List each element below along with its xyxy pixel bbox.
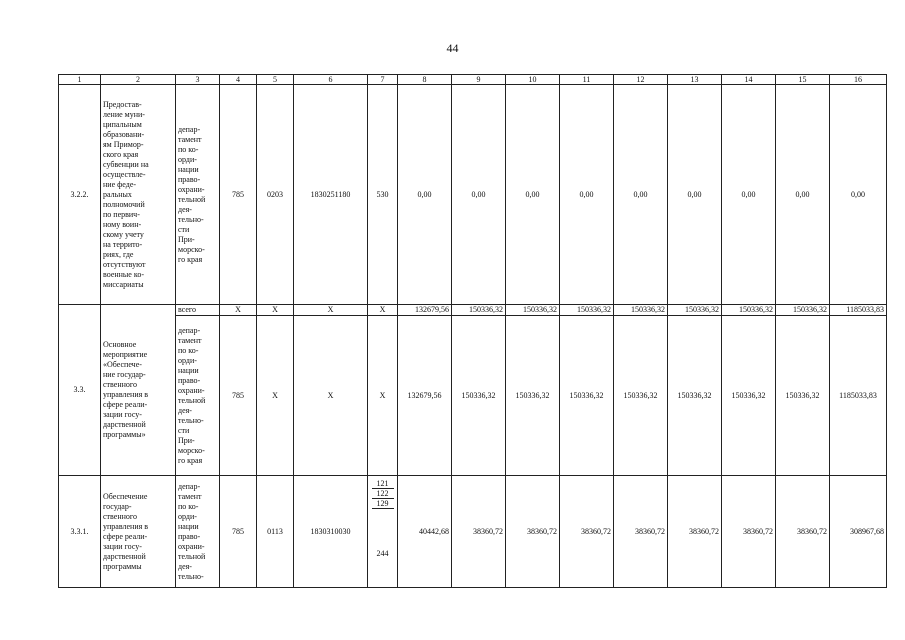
cell-value: 150336,32 xyxy=(722,316,776,476)
cell-value: 0,00 xyxy=(668,85,722,305)
cell-value: 0,00 xyxy=(830,85,887,305)
cell-value: 150336,32 xyxy=(668,305,722,316)
cell-col4: 785 xyxy=(220,85,257,305)
page-number: 44 xyxy=(446,41,459,55)
col-header-6: 6 xyxy=(294,75,368,85)
cell-col4: 785 xyxy=(220,476,257,588)
row-name: Предостав- ление муни- ципальным образовани- ям Примор- ского края субвенции на осуществле- ние феде- ральных полномочий по первич- ному воин- скому учету на террито- риях, где отсутствуют военные ко- миссариаты xyxy=(101,85,176,305)
col-header-15: 15 xyxy=(776,75,830,85)
col-header-7: 7 xyxy=(368,75,398,85)
cell-value: 38360,72 xyxy=(452,476,506,588)
column-number-row xyxy=(59,75,887,85)
cell-col7: X xyxy=(368,305,398,316)
row-number: 3.3.1. xyxy=(59,476,101,588)
cell-col7 xyxy=(368,476,398,588)
cell-col4: 785 xyxy=(220,316,257,476)
col-header-8: 8 xyxy=(398,75,452,85)
col-header-3: 3 xyxy=(176,75,220,85)
row-executor: депар- тамент по ко- орди- нации право- охрани- тельной дея- тельно- сти При- морско- го края xyxy=(176,316,220,476)
col-header-10: 10 xyxy=(506,75,560,85)
cell-value: 38360,72 xyxy=(722,476,776,588)
cell-col7: X xyxy=(368,316,398,476)
cell-value: 150336,32 xyxy=(506,305,560,316)
col-header-16: 16 xyxy=(830,75,887,85)
cell-col5: X xyxy=(257,305,294,316)
col-header-5: 5 xyxy=(257,75,294,85)
col-header-4: 4 xyxy=(220,75,257,85)
cell-value: 0,00 xyxy=(452,85,506,305)
expense-type-list xyxy=(370,477,395,587)
expense-type-code: 122 xyxy=(372,489,394,499)
cell-col6: X xyxy=(294,316,368,476)
col-header-14: 14 xyxy=(722,75,776,85)
cell-col4: X xyxy=(220,305,257,316)
cell-value: 150336,32 xyxy=(722,305,776,316)
cell-value: 38360,72 xyxy=(776,476,830,588)
cell-value: 132679,56 xyxy=(398,316,452,476)
row-name: Обеспечение государ- ственного управления в сфере реали- зации госу- дарственной программы xyxy=(101,476,176,588)
cell-value: 150336,32 xyxy=(776,305,830,316)
cell-value: 150336,32 xyxy=(560,316,614,476)
cell-value: 1185033,83 xyxy=(830,316,887,476)
table-row xyxy=(59,305,887,316)
cell-value: 150336,32 xyxy=(668,316,722,476)
col-header-1: 1 xyxy=(59,75,101,85)
cell-value: 150336,32 xyxy=(614,316,668,476)
expense-type-code: 244 xyxy=(376,548,389,558)
row-executor: депар- тамент по ко- орди- нации право- охрани- тельной дея- тельно- xyxy=(176,476,220,588)
col-header-13: 13 xyxy=(668,75,722,85)
cell-value: 132679,56 xyxy=(398,305,452,316)
col-header-2: 2 xyxy=(101,75,176,85)
table-row xyxy=(59,316,887,476)
cell-value: 38360,72 xyxy=(560,476,614,588)
cell-value: 38360,72 xyxy=(506,476,560,588)
cell-col6: 1830251180 xyxy=(294,85,368,305)
cell-value: 38360,72 xyxy=(668,476,722,588)
row-name: Основное мероприятие «Обеспече- ние государ- ственного управления в сфере реали- зации госу- дарственной программы» xyxy=(101,305,176,476)
expense-type-code: 129 xyxy=(372,499,394,509)
expense-type-code: 121 xyxy=(372,479,394,489)
table-row xyxy=(59,85,887,305)
table-row xyxy=(59,476,887,588)
cell-value: 0,00 xyxy=(560,85,614,305)
cell-value: 308967,68 xyxy=(830,476,887,588)
cell-col5: 0203 xyxy=(257,85,294,305)
cell-value: 1185033,83 xyxy=(830,305,887,316)
row-executor: депар- тамент по ко- орди- нации право- охрани- тельной дея- тельно- сти При- морско- го края xyxy=(176,85,220,305)
cell-value: 150336,32 xyxy=(614,305,668,316)
cell-col7: 530 xyxy=(368,85,398,305)
col-header-11: 11 xyxy=(560,75,614,85)
cell-value: 150336,32 xyxy=(452,305,506,316)
row-number: 3.2.2. xyxy=(59,85,101,305)
cell-value: 0,00 xyxy=(776,85,830,305)
cell-value: 150336,32 xyxy=(560,305,614,316)
row-number: 3.3. xyxy=(59,305,101,476)
cell-value: 38360,72 xyxy=(614,476,668,588)
cell-value: 0,00 xyxy=(614,85,668,305)
cell-value: 150336,32 xyxy=(506,316,560,476)
cell-value: 150336,32 xyxy=(776,316,830,476)
cell-value: 150336,32 xyxy=(452,316,506,476)
cell-value: 0,00 xyxy=(398,85,452,305)
cell-col6: 1830310030 xyxy=(294,476,368,588)
col-header-12: 12 xyxy=(614,75,668,85)
cell-col5: X xyxy=(257,316,294,476)
cell-col5: 0113 xyxy=(257,476,294,588)
cell-value: 40442,68 xyxy=(398,476,452,588)
cell-col6: X xyxy=(294,305,368,316)
budget-table xyxy=(58,74,887,588)
row-executor: всего xyxy=(176,305,220,316)
col-header-9: 9 xyxy=(452,75,506,85)
cell-value: 0,00 xyxy=(506,85,560,305)
cell-value: 0,00 xyxy=(722,85,776,305)
